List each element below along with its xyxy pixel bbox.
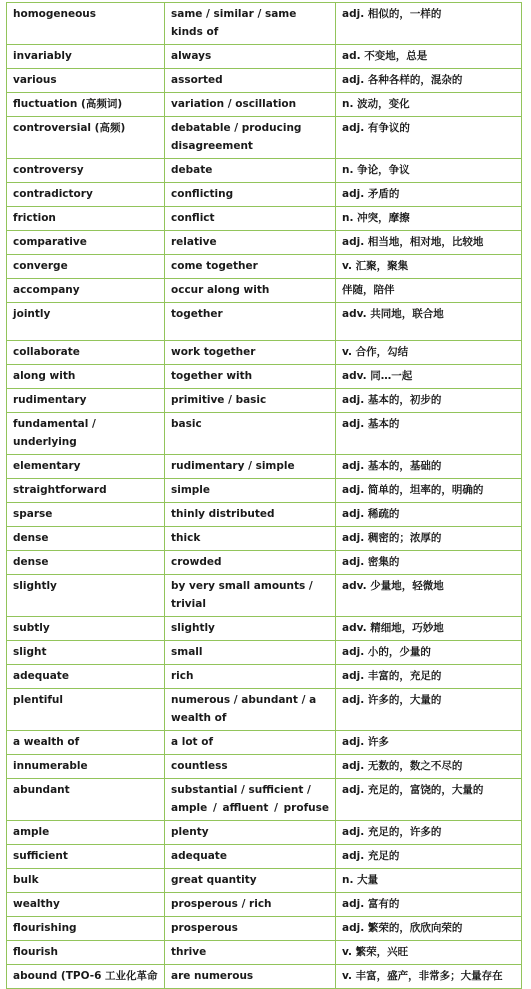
table-row [7,845,522,869]
meaning-cell: adj. 基本的 [336,413,522,455]
synonym-cell: plenty [165,821,336,845]
table-row [7,641,522,665]
meaning-cell: n. 波动，变化 [336,93,522,117]
synonym-cell: great quantity [165,869,336,893]
meaning-cell: ad. 不变地，总是 [336,45,522,69]
synonym-cell: crowded [165,551,336,575]
meaning-cell: v. 繁荣，兴旺 [336,941,522,965]
word-cell: wealthy [7,893,165,917]
word-cell: various [7,69,165,93]
synonym-cell: come together [165,255,336,279]
meaning-cell: adj. 简单的，坦率的，明确的 [336,479,522,503]
table-row [7,503,522,527]
word-cell: controversial (高频) [7,117,165,159]
synonym-cell: conflict [165,207,336,231]
table-row [7,279,522,303]
table-row [7,455,522,479]
synonym-cell: conflicting [165,183,336,207]
table-row [7,207,522,231]
word-cell: homogeneous [7,3,165,45]
meaning-cell: adj. 充足的，富饶的，大量的 [336,779,522,821]
synonym-cell: countless [165,755,336,779]
word-cell: sufficient [7,845,165,869]
synonym-cell: simple [165,479,336,503]
word-cell: friction [7,207,165,231]
meaning-cell: adj. 丰富的，充足的 [336,665,522,689]
table-row [7,231,522,255]
table-row [7,869,522,893]
word-cell: flourish [7,941,165,965]
word-cell: plentiful [7,689,165,731]
synonym-cell: thrive [165,941,336,965]
synonym-cell: rudimentary / simple [165,455,336,479]
table-row [7,69,522,93]
word-cell: rudimentary [7,389,165,413]
meaning-cell: adj. 稠密的；浓厚的 [336,527,522,551]
table-row [7,183,522,207]
word-cell: bulk [7,869,165,893]
word-cell: subtly [7,617,165,641]
word-cell: fundamental / underlying [7,413,165,455]
synonym-cell: prosperous [165,917,336,941]
table-row [7,689,522,731]
synonym-cell: substantial / sufficient / ample / affluent / profuse [165,779,336,821]
meaning-cell: adj. 密集的 [336,551,522,575]
meaning-cell: 伴随，陪伴 [336,279,522,303]
synonym-cell: variation / oscillation [165,93,336,117]
word-cell: dense [7,551,165,575]
meaning-cell: n. 争论，争议 [336,159,522,183]
meaning-cell: n. 大量 [336,869,522,893]
meaning-cell: adj. 许多 [336,731,522,755]
table-row [7,755,522,779]
synonym-cell: basic [165,413,336,455]
word-cell: jointly [7,303,165,341]
word-cell: slight [7,641,165,665]
meaning-cell: adj. 基本的，基础的 [336,455,522,479]
synonym-cell: primitive / basic [165,389,336,413]
synonym-cell: thick [165,527,336,551]
synonym-cell [165,3,336,45]
word-cell: sparse [7,503,165,527]
word-cell: comparative [7,231,165,255]
meaning-cell: adj. 许多的，大量的 [336,689,522,731]
word-cell: along with [7,365,165,389]
synonym-cell: small [165,641,336,665]
meaning-cell: adv. 同…一起 [336,365,522,389]
meaning-cell: adj. 有争议的 [336,117,522,159]
table-row [7,575,522,617]
table-row [7,779,522,821]
meaning-cell: adj. 充足的，许多的 [336,821,522,845]
synonym-cell: adequate [165,845,336,869]
meaning-cell: adj. 充足的 [336,845,522,869]
table-row [7,617,522,641]
synonym-cell: a lot of [165,731,336,755]
synonym-cell: always [165,45,336,69]
synonym-cell: by very small amounts / trivial [165,575,336,617]
table-row [7,941,522,965]
word-cell: elementary [7,455,165,479]
table-row [7,527,522,551]
synonym-cell: together [165,303,336,341]
meaning-cell: v. 汇聚，聚集 [336,255,522,279]
synonym-cell: rich [165,665,336,689]
synonym-cell: assorted [165,69,336,93]
table-row [7,413,522,455]
synonym-cell: debate [165,159,336,183]
meaning-cell: adj. 相似的，一样的 [336,3,522,45]
table-row [7,341,522,365]
meaning-cell: v. 合作，勾结 [336,341,522,365]
word-cell: controversy [7,159,165,183]
synonym-cell: occur along with [165,279,336,303]
word-cell: a wealth of [7,731,165,755]
synonym-cell: debatable / producing disagreement [165,117,336,159]
meaning-cell: adv. 精细地，巧妙地 [336,617,522,641]
meaning-cell: adj. 小的，少量的 [336,641,522,665]
meaning-cell: adj. 稀疏的 [336,503,522,527]
meaning-cell: adj. 无数的，数之不尽的 [336,755,522,779]
table-row [7,965,522,989]
table-row [7,303,522,341]
table-row [7,159,522,183]
synonym-cell: work together [165,341,336,365]
synonym-cell: are numerous [165,965,336,989]
table-row [7,389,522,413]
word-cell: straightforward [7,479,165,503]
synonym-cell: prosperous / rich [165,893,336,917]
synonym-cell: slightly [165,617,336,641]
table-row [7,665,522,689]
meaning-cell: v. 丰富，盛产，非常多；大量存在 [336,965,522,989]
table-row [7,479,522,503]
synonym-cell: together with [165,365,336,389]
table-row [7,45,522,69]
word-cell: abound (TPO-6 工业化革命 [7,965,165,989]
word-cell: accompany [7,279,165,303]
meaning-cell: adj. 相当地，相对地，比较地 [336,231,522,255]
word-cell: innumerable [7,755,165,779]
word-cell: abundant [7,779,165,821]
meaning-cell: adj. 富有的 [336,893,522,917]
table-row [7,551,522,575]
word-cell: invariably [7,45,165,69]
meaning-cell: adv. 少量地，轻微地 [336,575,522,617]
table-row [7,893,522,917]
table-row [7,255,522,279]
synonym-cell: numerous / abundant / a wealth of [165,689,336,731]
word-cell: adequate [7,665,165,689]
meaning-cell: adj. 各种各样的，混杂的 [336,69,522,93]
word-cell: contradictory [7,183,165,207]
meaning-cell: adv. 共同地，联合地 [336,303,522,341]
table-row [7,365,522,389]
meaning-cell: n. 冲突，摩擦 [336,207,522,231]
word-cell: converge [7,255,165,279]
word-cell: fluctuation (高频词) [7,93,165,117]
meaning-cell: adj. 繁荣的，欣欣向荣的 [336,917,522,941]
synonym-cell: thinly distributed [165,503,336,527]
table-row [7,917,522,941]
table-row [7,93,522,117]
word-cell: collaborate [7,341,165,365]
meaning-cell: adj. 矛盾的 [336,183,522,207]
synonym-text: same / similar / same kinds of [171,8,297,38]
meaning-cell: adj. 基本的，初步的 [336,389,522,413]
word-cell: dense [7,527,165,551]
table-row [7,117,522,159]
word-cell: ample [7,821,165,845]
table-row [7,3,522,45]
table-row [7,731,522,755]
word-cell: slightly [7,575,165,617]
synonym-cell: relative [165,231,336,255]
word-cell: flourishing [7,917,165,941]
